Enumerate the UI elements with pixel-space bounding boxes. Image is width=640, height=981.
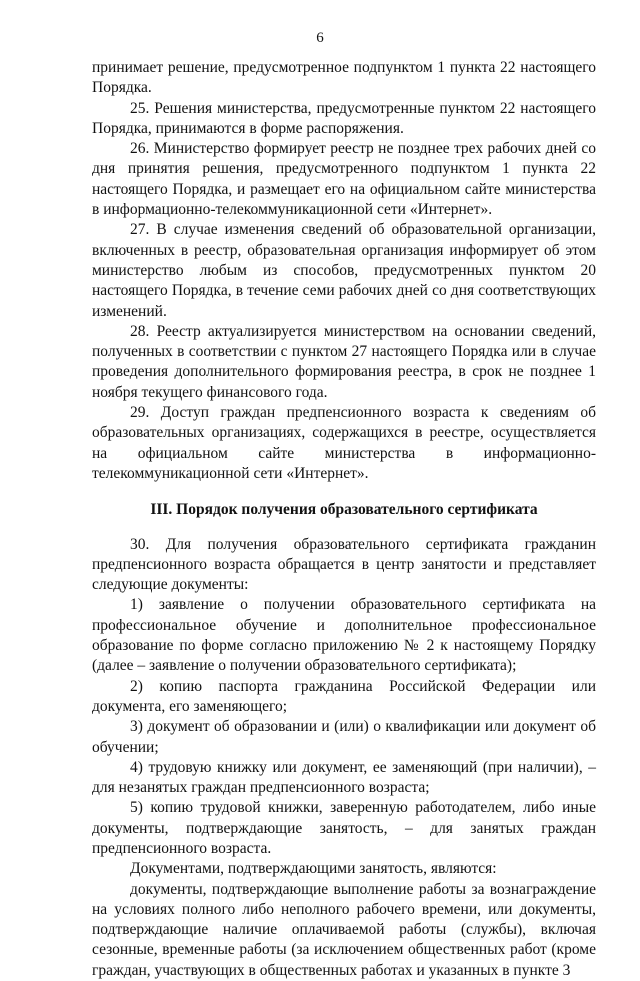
list-item-2: 2) копию паспорта гражданина Российской Федерации или документа, его заменяющего; [92,677,596,715]
paragraph-30: 30. Для получения образовательного сертификата гражданин предпенсионного возраста обращается в центр занятости и представляет следующие документы: [92,535,596,594]
list-item-4: 4) трудовую книжку или документ, ее заменяющий (при наличии), – для незанятых граждан предпенсионного возраста; [92,758,596,797]
paragraph-25: 25. Решения министерства, предусмотренные пунктом 22 настоящего Порядка, принимаются в форме распоряжения. [92,99,596,137]
page-number: 6 [316,30,324,46]
section-heading: III. Порядок получения образовательного сертификата [150,501,538,519]
paragraph-27: 27. В случае изменения сведений об образовательной организации, включенных в реестр, образовательная организация информирует об этом министерство любым из способов, предусмотренных пунктом 20 настоящего Порядка, в течение семи рабочих дней со дня соответствующих изменений. [92,221,596,320]
paragraph-continuation: принимает решение, предусмотренное подпунктом 1 пункта 22 настоящего Порядка. [92,59,596,97]
employment-documents-intro: Документами, подтверждающими занятость, являются: [130,860,497,878]
list-item-1: 1) заявление о получении образовательного сертификата на профессиональное обучение и дополнительное профессиональное образование по форме согласно приложению № 2 к настоящему Порядку (далее – заявление о получении образовательного сертификата); [92,596,596,675]
paragraph-28: 28. Реестр актуализируется министерством на основании сведений, полученных в соответствии с пунктом 27 настоящего Порядка или в случае проведения дополнительного формирования реестра, в срок не позднее 1 ноября текущего финансового года. [92,322,596,401]
list-item-3: 3) документ об образовании и (или) о квалификации или документ об обучении; [92,718,596,756]
list-item-5: 5) копию трудовой книжки, заверенную работодателем, либо иные документы, подтверждающие занятость, – для занятых граждан предпенсионного возраста. [92,799,596,857]
paragraph-29: 29. Доступ граждан предпенсионного возраста к сведениям об образовательных организациях, содержащихся в реестре, осуществляется на официальном сайте министерства в информационно-телекоммуникационной сети «Интернет». [92,404,596,482]
paragraph-26: 26. Министерство формирует реестр не позднее трех рабочих дней со дня принятия решения, предусмотренного подпунктом 1 пункта 22 настоящего Порядка, и размещает его на официальном сайте министерства в информационно-телекоммуникационной сети «Интернет». [92,140,596,219]
document-body [92,58,596,981]
employment-documents-description: документы, подтверждающие выполнение работы за вознаграждение на условиях полного либо неполного рабочего времени, или документы, подтверждающие наличие оплачиваемой работы (службы), включая сезонные, временные работы (за исключением общественных работ (кроме граждан, участвующих в общественных работах и указанных в пункте 3 [92,880,596,979]
